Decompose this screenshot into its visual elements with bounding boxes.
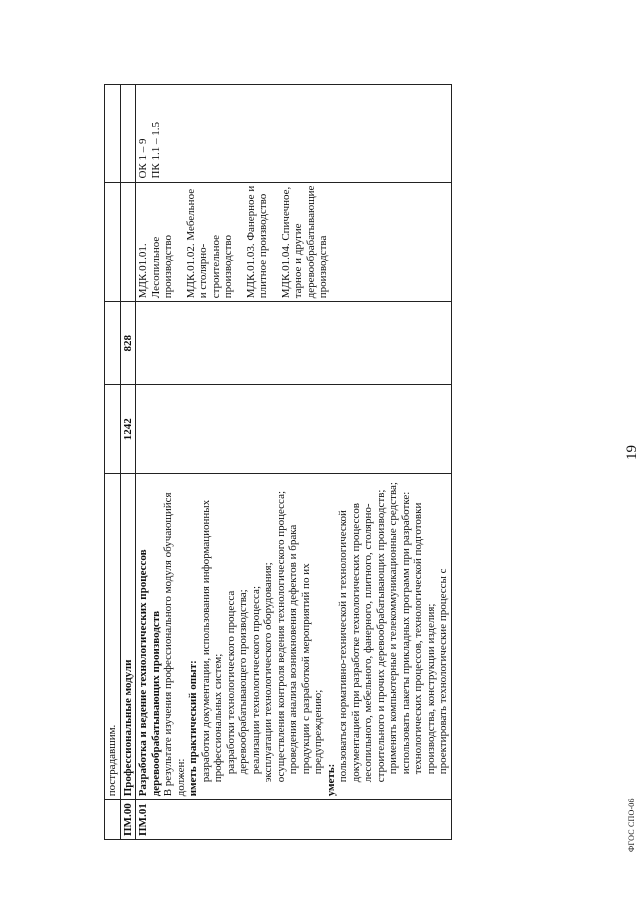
footer-code: ФГОС СПО-06 <box>627 798 636 852</box>
mdk-item: МДК.01.02. Мебельное и столярно-строительное производство <box>184 188 234 299</box>
module-code: ПМ.00 <box>120 800 136 840</box>
required-load: 828 <box>120 302 136 385</box>
table-row <box>136 84 452 839</box>
experience-heading: иметь практический опыт: <box>187 660 199 797</box>
curriculum-table <box>104 84 452 840</box>
code-cell <box>105 800 121 840</box>
module-description <box>136 474 452 800</box>
list-item: проектировать технологические процессы с <box>437 568 449 775</box>
module-title: Разработка и ведение технологических процессов деревообрабатывающих производств <box>137 549 162 797</box>
table-row <box>105 84 121 839</box>
mdk-cell <box>136 182 452 302</box>
list-item: использовать пакеты прикладных программ при разработке: технологических процессов, технологической подготовки производства, конструкции изделия; <box>399 491 437 775</box>
intro-text: В результате изучения профессионального модуля обучающийся должен: <box>162 492 187 797</box>
list-item: пользоваться нормативно-технической и технологической документацией при разработке технологических процессов лесопильного, мебельного, фанерного, плитного, столярно-строительного и прочих деревообрабатывающих производств; <box>337 489 387 783</box>
table-row <box>120 84 136 839</box>
competency-cell <box>136 84 452 182</box>
rotated-page <box>20 20 640 860</box>
mdk-item: МДК.01.04. Спичечное, тарное и другие деревообрабатывающие производства <box>279 185 329 299</box>
list-item: разработки документации, использования информационных профессиональных систем; <box>199 499 224 783</box>
competency-general: ОК 1 – 9 <box>137 138 149 179</box>
desc-cell: пострадавшим. <box>105 474 121 800</box>
mdk-item: МДК.01.03. Фанерное и плитное производство <box>244 185 269 299</box>
module-code: ПМ.01 <box>136 800 452 840</box>
list-item: разработки технологического процесса деревообрабатывающего производства; <box>224 589 249 775</box>
list-item: проведения анализа возникновения дефектов и брака продукции с разработкой мероприятий по их предупреждению; <box>287 524 324 775</box>
module-title: Профессиональные модули <box>120 474 136 800</box>
list-item: реализации технологического процесса; <box>249 586 262 775</box>
page-number: 19 <box>624 445 640 460</box>
competency-professional: ПК 1.1 – 1.5 <box>149 122 162 179</box>
mdk-item: МДК.01.01. Лесопильное производство <box>137 234 174 299</box>
skills-heading: уметь: <box>324 763 337 797</box>
list-item: применять компьютерные и телекоммуникационные средства; <box>387 482 399 775</box>
list-item: эксплуатации технологического оборудования; <box>262 562 274 783</box>
list-item: осуществления контроля ведения технологического процесса; <box>274 490 287 783</box>
max-load: 1242 <box>120 385 136 474</box>
